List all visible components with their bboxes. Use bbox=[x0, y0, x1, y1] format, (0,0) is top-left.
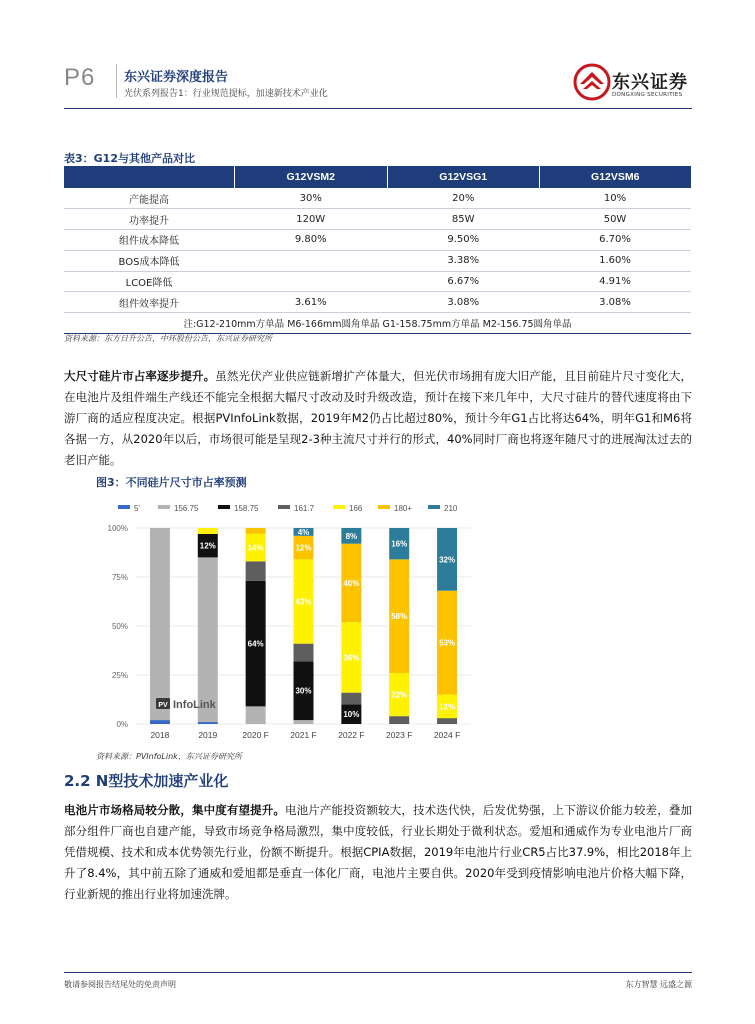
legend-swatch bbox=[118, 505, 130, 509]
bar-segment bbox=[150, 720, 170, 724]
legend-swatch bbox=[158, 505, 170, 509]
legend-swatch bbox=[278, 505, 290, 509]
data-label: 36% bbox=[343, 653, 360, 663]
data-label: 12% bbox=[439, 702, 456, 712]
table-source: 资料来源：东方日升公告，中环股份公告，东兴证券研究所 bbox=[64, 334, 272, 343]
table-cell bbox=[234, 271, 387, 292]
x-tick-label: 2018 bbox=[150, 730, 170, 740]
bar-segment bbox=[246, 706, 266, 724]
table-note: 注:G12-210mm方单晶 M6-166mm圆角单晶 G1-158.75mm方单晶 M2-156.75圆角单晶 bbox=[64, 313, 691, 334]
table-note-row bbox=[64, 313, 691, 334]
x-tick-label: 2019 bbox=[198, 730, 218, 740]
bar-segment bbox=[294, 720, 314, 724]
x-tick-label: 2021 F bbox=[290, 730, 317, 740]
data-label: 16% bbox=[391, 539, 408, 549]
table-row bbox=[64, 188, 691, 209]
comparison-table bbox=[64, 166, 691, 334]
row-label: 功率提升 bbox=[64, 209, 234, 230]
header-separator bbox=[116, 64, 117, 98]
row-label: BOS成本降低 bbox=[64, 250, 234, 271]
table-cell: 9.50% bbox=[387, 230, 539, 251]
table-cell: 30% bbox=[234, 188, 387, 209]
table-cell: 10% bbox=[539, 188, 691, 209]
data-label: 53% bbox=[439, 638, 456, 648]
table-row bbox=[64, 271, 691, 292]
bar-segment bbox=[341, 693, 361, 705]
bar-segment bbox=[294, 644, 314, 662]
table-row bbox=[64, 230, 691, 251]
watermark-text: InfoLink bbox=[173, 699, 216, 711]
data-label: 12% bbox=[295, 543, 312, 553]
legend-label: 5' bbox=[134, 504, 140, 513]
table-cell bbox=[234, 250, 387, 271]
y-tick-label: 25% bbox=[111, 671, 128, 680]
table-caption: 表3：G12与其他产品对比 bbox=[64, 152, 195, 165]
figure-source: 资料来源：PVInfoLink，东兴证券研究所 bbox=[96, 752, 242, 761]
row-label: LCOE降低 bbox=[64, 271, 234, 292]
y-tick-label: 75% bbox=[111, 573, 128, 582]
logo-subtext: DONGXING SECURITIES bbox=[612, 92, 683, 98]
table-cell: 4.91% bbox=[539, 271, 691, 292]
table-cell: 3.38% bbox=[387, 250, 539, 271]
table-cell: 3.08% bbox=[387, 292, 539, 313]
table-cell: 3.61% bbox=[234, 292, 387, 313]
footer-disclaimer: 敬请参阅报告结尾处的免责声明 bbox=[64, 980, 176, 989]
table-cell: 9.80% bbox=[234, 230, 387, 251]
legend-swatch bbox=[333, 505, 345, 509]
data-label: 14% bbox=[247, 543, 264, 553]
table-cell: 6.67% bbox=[387, 271, 539, 292]
report-title: 东兴证券深度报告 bbox=[124, 70, 229, 85]
y-tick-label: 0% bbox=[116, 720, 128, 729]
data-label: 8% bbox=[345, 531, 358, 541]
legend-label: 180+ bbox=[394, 504, 413, 513]
row-label: 组件成本降低 bbox=[64, 230, 234, 251]
legend-swatch bbox=[218, 505, 230, 509]
bar-segment bbox=[437, 718, 457, 724]
footer-rule bbox=[64, 972, 692, 973]
table-header-cell: G12VSM6 bbox=[539, 166, 691, 188]
report-subtitle: 光伏系列报告1：行业规范提标，加速新技术产业化 bbox=[124, 89, 328, 99]
legend-label: 166 bbox=[349, 504, 363, 513]
table-cell: 120W bbox=[234, 209, 387, 230]
x-tick-label: 2024 F bbox=[433, 730, 461, 740]
legend-swatch bbox=[378, 505, 390, 509]
legend-swatch bbox=[428, 505, 440, 509]
logo-text: 东兴证券 bbox=[612, 72, 688, 93]
legend-label: 210 bbox=[444, 504, 458, 513]
table-cell: 50W bbox=[539, 209, 691, 230]
data-label: 32% bbox=[439, 555, 456, 565]
x-tick-label: 2022 F bbox=[338, 730, 365, 740]
paragraph-cell-market bbox=[64, 800, 692, 905]
bar-segment bbox=[389, 716, 409, 724]
section-title: 2.2 N型技术加速产业化 bbox=[64, 772, 229, 790]
data-label: 4% bbox=[297, 527, 310, 537]
bar-segment bbox=[198, 722, 218, 724]
table-header-blank bbox=[64, 166, 234, 188]
table-cell: 3.08% bbox=[539, 292, 691, 313]
table-header-cell: G12VSM2 bbox=[234, 166, 387, 188]
data-label: 22% bbox=[391, 690, 408, 700]
bar-segment bbox=[150, 528, 170, 720]
data-label: 10% bbox=[343, 710, 360, 720]
data-label: 12% bbox=[199, 541, 216, 551]
bar-segment bbox=[246, 528, 266, 534]
table-row bbox=[64, 292, 691, 313]
table-row bbox=[64, 209, 691, 230]
paragraph-lead: 电池片市场格局较分散，集中度有望提升。 bbox=[64, 803, 286, 817]
paragraph-body: 虽然光伏产业供应链新增扩产体量大，但光伏市场拥有庞大旧产能，且目前硅片尺寸变化大，在电池片及组件端生产线还不能完全根据大幅尺寸改动及时升级改造，预计在接下来几年中，大尺寸硅片的替代速度将由下游厂商的适应程度决定。根据PVInfoLink数据，2019年M2仍占比超过80%，预计今年G1占比将达64%，明年G1和M6将各据一方，从2020年以后，市场很可能是呈现2-3种主流尺寸并行的形式，40%同时厂商也将逐年随尺寸的进展淘汰过去的老旧产能。 bbox=[64, 369, 692, 467]
data-label: 30% bbox=[295, 686, 312, 696]
table-header-row bbox=[64, 166, 691, 188]
data-label: 58% bbox=[391, 612, 408, 622]
data-label: 43% bbox=[295, 597, 312, 607]
paragraph-body: 电池片产能投资额较大，技术迭代快，后发优势强，上下游议价能力较差，叠加部分组件厂商也自建产能，导致市场竞争格局激烈，集中度较低，行业长期处于微利状态。爱旭和通威作为专业电池片厂商凭借规模、技术和成本优势领先行业，份额不断提升。根据CPIA数据，2019年电池片行业CR5占比37.9%，相比2018年上升了8.4%，其中前五除了通威和爱旭都是垂直一体化厂商，电池片主要自供。2020年受到疫情影响电池片价格大幅下降，行业新规的推出行业将加速洗牌。 bbox=[64, 803, 693, 901]
bar-segment bbox=[198, 528, 218, 534]
watermark-badge-text: PV bbox=[158, 702, 168, 709]
header-rule bbox=[64, 108, 692, 109]
table-cell: 20% bbox=[387, 188, 539, 209]
row-label: 产能提高 bbox=[64, 188, 234, 209]
data-label: 40% bbox=[343, 578, 360, 588]
table-header-cell: G12VSG1 bbox=[387, 166, 539, 188]
table-row bbox=[64, 250, 691, 271]
figure-caption: 图3：不同硅片尺寸市占率预测 bbox=[96, 476, 247, 489]
wafer-share-chart bbox=[96, 496, 476, 746]
y-tick-label: 50% bbox=[111, 622, 128, 631]
x-tick-label: 2020 F bbox=[242, 730, 269, 740]
data-label: 64% bbox=[247, 639, 264, 649]
footer-slogan: 东方智慧 远盛之源 bbox=[625, 980, 692, 989]
row-label: 组件效率提升 bbox=[64, 292, 234, 313]
legend-label: 158.75 bbox=[234, 504, 259, 513]
legend-label: 161.7 bbox=[294, 504, 315, 513]
legend-label: 156.75 bbox=[174, 504, 199, 513]
bar-segment bbox=[246, 561, 266, 581]
page-number: P6 bbox=[64, 64, 96, 91]
x-tick-label: 2023 F bbox=[385, 730, 413, 740]
table-cell: 6.70% bbox=[539, 230, 691, 251]
bar-segment bbox=[198, 557, 218, 722]
table-cell: 85W bbox=[387, 209, 539, 230]
table-cell: 1.60% bbox=[539, 250, 691, 271]
paragraph-lead: 大尺寸硅片市占率逐步提升。 bbox=[64, 369, 216, 383]
paragraph-wafer-share bbox=[64, 366, 692, 471]
y-tick-label: 100% bbox=[107, 524, 128, 533]
